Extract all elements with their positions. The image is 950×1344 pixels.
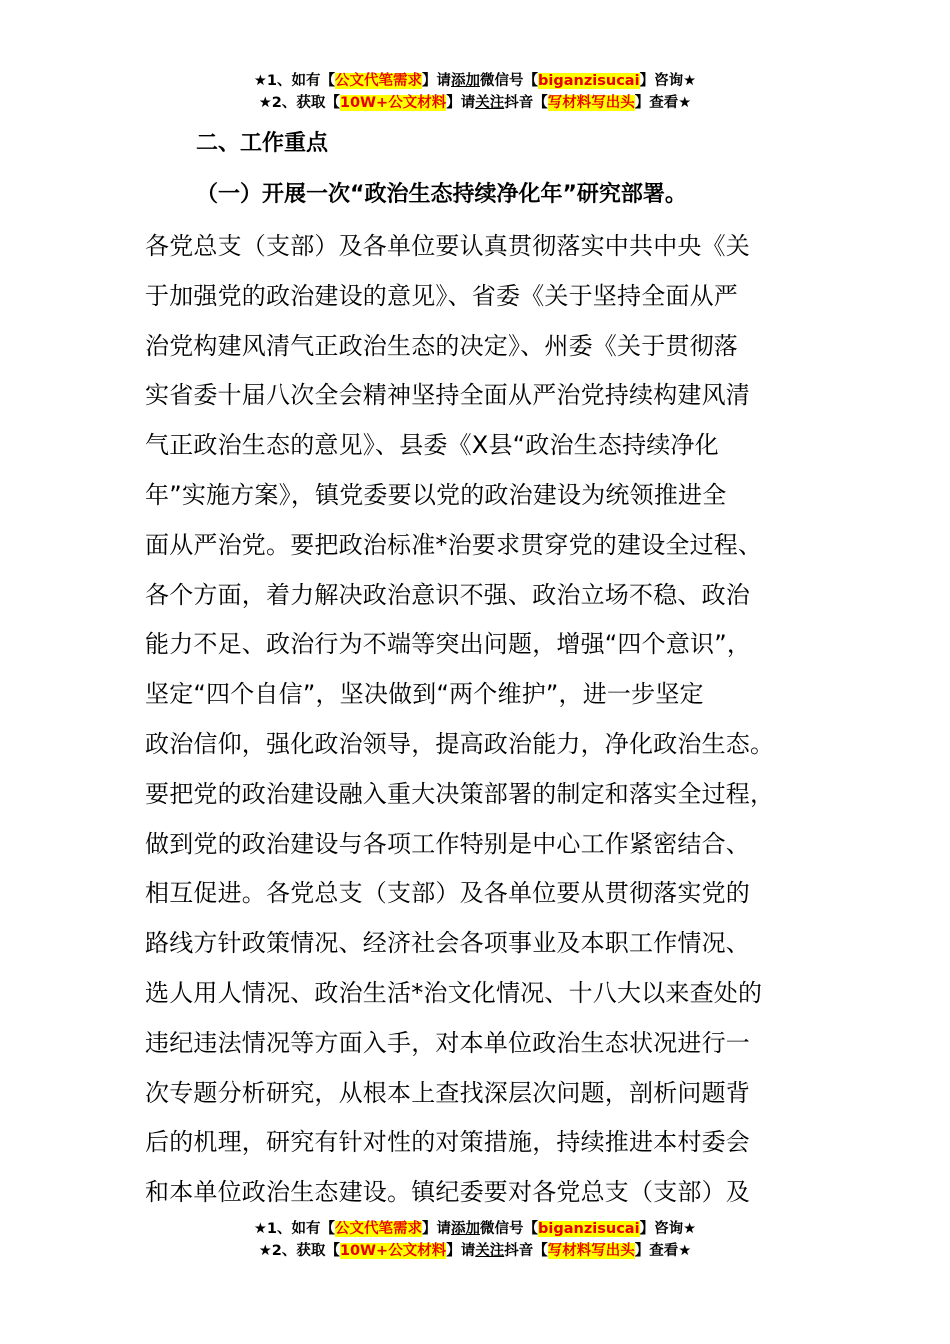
top-banner [0, 70, 950, 114]
banner-text: 】查看★ [634, 1243, 692, 1259]
highlight-wechat-id: biganzisucai [538, 1221, 640, 1237]
body-line: 次专题分析研究，从根本上查找深层次问题，剖析问题背 [145, 1078, 750, 1107]
body-line: 各个方面，着力解决政治意识不强、政治立场不稳、政治 [145, 580, 750, 609]
body-line: 坚定“四个自信”，坚决做到“两个维护”，进一步坚定 [145, 680, 704, 709]
body-line: 年”实施方案》，镇党委要以党的政治建设为统领推进全 [145, 480, 727, 509]
banner-text: 】查看★ [634, 95, 692, 111]
body-line: 治党构建风清气正政治生态的决定》、州委《关于贯彻落 [145, 331, 738, 360]
body-line: 相互促进。各党总支（支部）及各单位要从贯彻落实党的 [145, 879, 750, 908]
banner-text: 】咨询★ [639, 1221, 697, 1237]
body-line: 路线方针政策情况、经济社会各项事业及本职工作情况、 [145, 929, 750, 958]
body-line: 政治信仰，强化政治领导，提高政治能力，净化政治生态。 [145, 729, 775, 758]
highlight-douyin-account: 写材料写出头 [547, 1243, 635, 1259]
highlight-douyin-account: 写材料写出头 [547, 95, 635, 111]
highlight-ghostwriting: 公文代笔需求 [335, 1221, 423, 1237]
banner-text: 】请 [446, 95, 476, 111]
banner-line-2 [0, 92, 950, 114]
banner-text: ★1、如有【 [253, 1221, 336, 1237]
body-line: 能力不足、政治行为不端等突出问题，增强“四个意识”， [145, 630, 752, 659]
subsection-heading: （一）开展一次“政治生态持续净化年”研究部署。 [196, 182, 687, 207]
highlight-materials: 10W+公文材料 [339, 1243, 447, 1259]
banner-text: 】请 [422, 73, 452, 89]
banner-line-1 [0, 1218, 950, 1240]
banner-text: 抖音【 [504, 95, 548, 111]
banner-text: 抖音【 [504, 1243, 548, 1259]
body-line: 和本单位政治生态建设。镇纪委要对各党总支（支部）及 [145, 1178, 750, 1207]
banner-text: 微信号【 [480, 73, 539, 89]
banner-text: 微信号【 [480, 1221, 539, 1237]
highlight-materials: 10W+公文材料 [339, 95, 447, 111]
body-line: 气正政治生态的意见》、县委《X县“政治生态持续净化 [145, 431, 719, 460]
banner-text: ★2、获取【 [258, 95, 340, 111]
banner-line-1 [0, 70, 950, 92]
banner-line-2 [0, 1240, 950, 1262]
body-line: 后的机理，研究有针对性的对策措施，持续推进本村委会 [145, 1128, 750, 1157]
body-line: 面从严治党。要把政治标准*治要求贯穿党的建设全过程、 [145, 530, 763, 559]
banner-text: ★1、如有【 [253, 73, 336, 89]
banner-underlined-text: 添加 [451, 73, 481, 89]
banner-underlined-text: 关注 [475, 1243, 505, 1259]
body-line: 各党总支（支部）及各单位要认真贯彻落实中共中央《关 [145, 232, 750, 260]
highlight-wechat-id: biganzisucai [538, 73, 640, 89]
body-line: 要把党的政治建设融入重大决策部署的制定和落实全过程， [145, 779, 775, 808]
section-heading: 二、工作重点 [196, 131, 329, 156]
body-line: 选人用人情况、政治生活*治文化情况、十八大以来查处的 [145, 978, 763, 1007]
body-line: 于加强党的政治建设的意见》、省委《关于坚持全面从严 [145, 281, 738, 310]
banner-underlined-text: 关注 [475, 95, 505, 111]
body-paragraph [145, 222, 815, 1218]
banner-underlined-text: 添加 [451, 1221, 481, 1237]
banner-text: 】请 [422, 1221, 452, 1237]
body-line: 做到党的政治建设与各项工作特别是中心工作紧密结合、 [145, 829, 750, 858]
highlight-ghostwriting: 公文代笔需求 [335, 73, 423, 89]
banner-text: ★2、获取【 [258, 1243, 340, 1259]
banner-text: 】请 [446, 1243, 476, 1259]
banner-text: 】咨询★ [639, 73, 697, 89]
bottom-banner [0, 1218, 950, 1262]
body-line: 实省委十届八次全会精神坚持全面从严治党持续构建风清 [145, 381, 750, 410]
body-line: 违纪违法情况等方面入手，对本单位政治生态状况进行一 [145, 1028, 750, 1057]
